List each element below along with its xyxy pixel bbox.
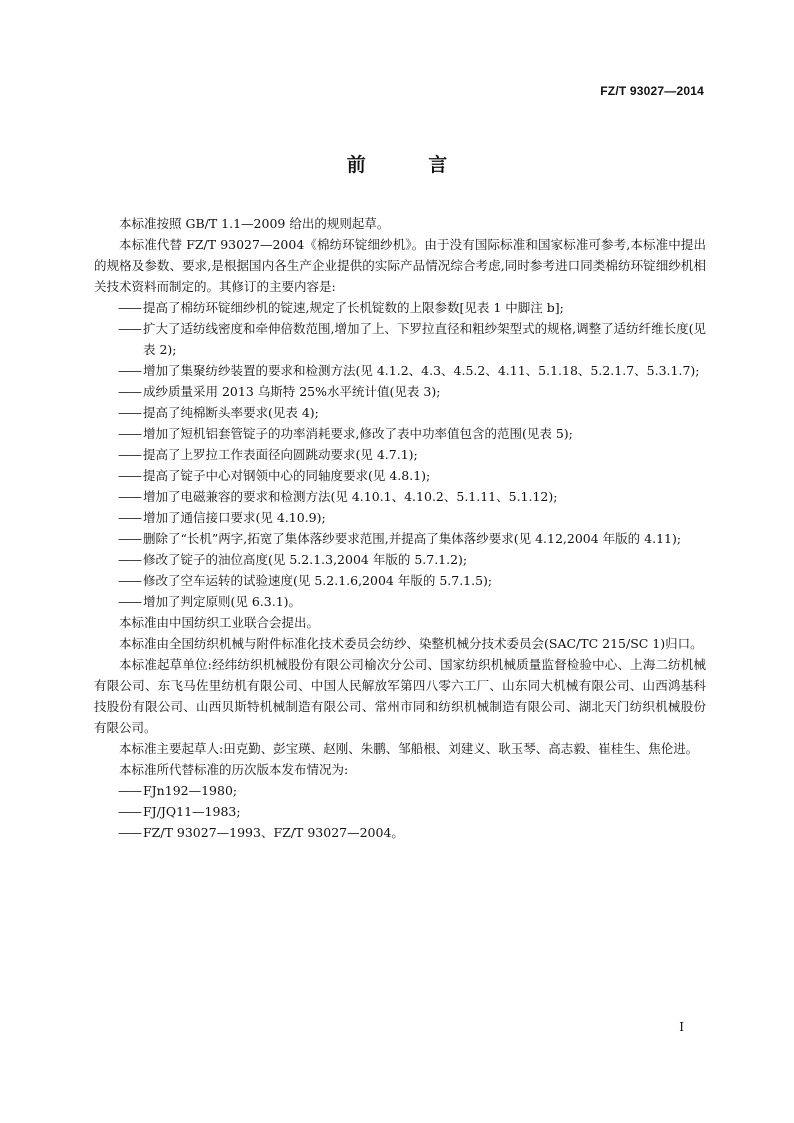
change-item xyxy=(118,528,706,549)
change-item-text: 修改了锭子的油位高度(见 5.2.1.3,2004 年版的 5.7.1.2); xyxy=(143,552,468,567)
dash-marker: —— xyxy=(118,489,141,504)
change-item xyxy=(118,360,706,381)
change-item xyxy=(118,570,706,591)
paragraph-drafting-units: 本标准起草单位:经纬纺织机械股份有限公司榆次分公司、国家纺织机械质量监督检验中心、上海二纺机械有限公司、东飞马佐里纺机有限公司、中国人民解放军第四八零六工厂、山东同大机械有限公司、山西鸿基科技股份有限公司、山西贝斯特机械制造有限公司、常州市同和纺织机械制造有限公司、湖北天门纺织机械股份有限公司。 xyxy=(94,657,706,735)
change-item xyxy=(118,381,706,402)
change-item-text: 修改了空车运转的试验速度(见 5.2.1.6,2004 年版的 5.7.1.5); xyxy=(143,573,493,588)
change-item-text: 增加了短机铝套管锭子的功率消耗要求,修改了表中功率值包含的范围(见表 5); xyxy=(143,426,573,441)
foreword-body xyxy=(94,213,706,843)
history-item xyxy=(118,801,706,822)
change-item-text: 提高了纯棉断头率要求(见表 4); xyxy=(143,405,319,420)
change-item-text: 提高了棉纺环锭细纱机的锭速,规定了长机锭数的上限参数[见表 1 中脚注 b]; xyxy=(143,300,564,315)
dash-marker: —— xyxy=(118,573,141,588)
dash-marker: —— xyxy=(118,804,141,819)
change-item xyxy=(118,444,706,465)
dash-marker: —— xyxy=(118,405,141,420)
history-item xyxy=(118,780,706,801)
change-item xyxy=(118,549,706,570)
change-item-text: 增加了集聚纺纱装置的要求和检测方法(见 4.1.2、4.3、4.5.2、4.11、5.1.18、5.2.1.7、5.3.1.7); xyxy=(143,363,700,378)
change-item-text: 扩大了适纺线密度和牵伸倍数范围,增加了上、下罗拉直径和粗纱架型式的规格,调整了适纺纤维长度(见表 2); xyxy=(143,321,706,357)
paragraph-drafting-rule: 本标准按照 GB/T 1.1—2009 给出的规则起草。 xyxy=(119,216,390,231)
paragraph-proposer: 本标准由中国纺织工业联合会提出。 xyxy=(119,615,320,630)
paragraph-replacement-note: 本标准代替 FZ/T 93027—2004《棉纺环锭细纱机》。由于没有国际标准和国家标准可参考,本标准中提出的规格及参数、要求,是根据国内各生产企业提供的实际产品情况综合考虑,同时参考进口同类棉纺环锭细纱机相关技术资料而制定的。其修订的主要内容是: xyxy=(94,237,706,294)
history-item-text: FJ/JQ11—1983; xyxy=(143,804,241,819)
change-item xyxy=(118,297,706,318)
paragraph-drafters: 本标准主要起草人:田克勤、彭宝瑛、赵刚、朱鹏、邹船根、刘建义、耿玉琴、高志毅、崔桂生、焦伦进。 xyxy=(119,741,699,756)
dash-marker: —— xyxy=(118,468,141,483)
change-item xyxy=(118,318,706,360)
change-item-text: 增加了通信接口要求(见 4.10.9); xyxy=(143,510,326,525)
change-item xyxy=(118,423,706,444)
change-item xyxy=(118,486,706,507)
change-item-text: 提高了锭子中心对钢领中心的同轴度要求(见 4.8.1); xyxy=(143,468,431,483)
dash-marker: —— xyxy=(118,531,141,546)
dash-marker: —— xyxy=(118,825,141,840)
dash-marker: —— xyxy=(118,447,141,462)
paragraph-history-intro: 本标准所代替标准的历次版本发布情况为: xyxy=(119,762,349,777)
dash-marker: —— xyxy=(118,321,141,336)
dash-marker: —— xyxy=(118,363,141,378)
dash-marker: —— xyxy=(118,783,141,798)
dash-marker: —— xyxy=(118,552,141,567)
change-item-text: 增加了电磁兼容的要求和检测方法(见 4.10.1、4.10.2、5.1.11、5.1.12); xyxy=(143,489,558,504)
history-item xyxy=(118,822,706,843)
page-title: 前 言 xyxy=(346,154,476,176)
dash-marker: —— xyxy=(118,300,141,315)
dash-marker: —— xyxy=(118,426,141,441)
change-item xyxy=(118,507,706,528)
change-item xyxy=(118,402,706,423)
standard-code: FZ/T 93027—2014 xyxy=(600,84,704,98)
change-item xyxy=(118,591,706,612)
dash-marker: —— xyxy=(118,384,141,399)
change-item-text: 增加了判定原则(见 6.3.1)。 xyxy=(143,594,302,609)
history-item-text: FJn192—1980; xyxy=(143,783,238,798)
page-number: I xyxy=(679,1020,684,1034)
dash-marker: —— xyxy=(118,594,141,609)
history-item-text: FZ/T 93027—1993、FZ/T 93027—2004。 xyxy=(143,825,404,840)
change-item xyxy=(118,465,706,486)
change-item-text: 提高了上罗拉工作表面径向圆跳动要求(见 4.7.1); xyxy=(143,447,418,462)
change-item-text: 成纱质量采用 2013 乌斯特 25%水平统计值(见表 3); xyxy=(143,384,441,399)
dash-marker: —— xyxy=(118,510,141,525)
change-item-text: 删除了“长机”两字,拓宽了集体落纱要求范围,并提高了集体落纱要求(见 4.12,2004 年版的 4.11); xyxy=(143,531,682,546)
paragraph-administrator: 本标准由全国纺织机械与附件标准化技术委员会纺纱、染整机械分技术委员会(SAC/TC 215/SC 1)归口。 xyxy=(119,636,703,651)
